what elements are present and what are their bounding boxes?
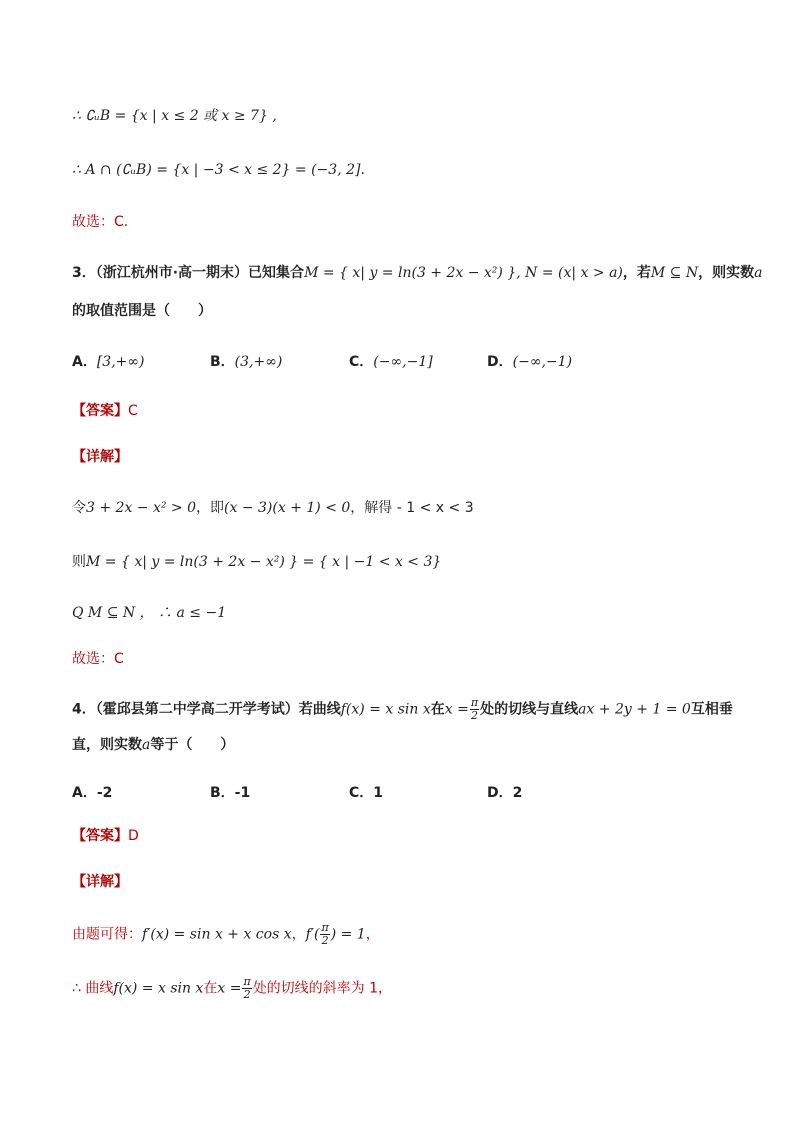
q3-option-c-value: (−∞,−1] bbox=[373, 354, 433, 370]
question-4-stem: 4．（霍邱县第二中学高二开学考试）若曲线f(x) = x sin x在x = $\frac{\pi}{2}$ 处的切线与直线ax + 2y + 1 = 0互相垂 bbox=[72, 696, 733, 722]
q3-option-d: D．(−∞,−1) bbox=[487, 354, 573, 370]
complement-set-line: ∴ ∁ᵤB = {x | x ≤ 2 或 x ≥ 7} , bbox=[72, 108, 277, 124]
q3-solution-step-2: 则M = { x| y = ln(3 + 2x − x²) } = { x | −1 < x < 3} bbox=[72, 554, 442, 570]
q3-stem-part: ，则实数 bbox=[698, 265, 755, 281]
question-4-stem-cont: 直，则实数a等于（ ） bbox=[72, 737, 235, 753]
q4-detail-label: 【详解】 bbox=[72, 874, 128, 890]
q3-variable: a bbox=[754, 265, 763, 281]
q4-solution-step-2: ∴ 曲线f(x) = x sin x在x = $\frac{\pi}{2}$ 处的切线的斜率为 1， bbox=[72, 975, 393, 1001]
q4-option-b-value: -1 bbox=[234, 785, 251, 801]
q4-option-d-value: 2 bbox=[512, 785, 523, 801]
q4-option-a: A．-2 bbox=[72, 785, 113, 801]
q4-fraction-pi-over-2: $\frac{\pi}{2}$ bbox=[470, 696, 479, 722]
q3-stem-part: ，若 bbox=[622, 265, 651, 281]
q3-option-b: B．(3,+∞) bbox=[210, 354, 283, 370]
q3-option-a: A．[3,+∞) bbox=[72, 354, 145, 370]
q3-answer-value: C bbox=[128, 403, 138, 419]
q4-solution-step-1: 由题可得：f′(x) = sin x + x cos x，f′( $\frac{\pi}{2}$ ) = 1， bbox=[72, 921, 380, 947]
q3-answer-choice: 故选：C bbox=[72, 651, 124, 667]
q4-option-a-value: -2 bbox=[96, 785, 113, 801]
q3-stem-part: 3．（浙江杭州市·高一期末）已知集合 bbox=[72, 265, 305, 281]
q4-line-equation: ax + 2y + 1 = 0 bbox=[578, 701, 691, 718]
q4-fraction-pi-over-2: $\frac{\pi}{2}$ bbox=[321, 921, 329, 947]
q3-option-d-value: (−∞,−1) bbox=[512, 354, 573, 370]
question-3-stem-cont: 的取值范围是（ ） bbox=[72, 303, 212, 319]
intersection-line: ∴ A ∩ (∁ᵤB) = {x | −3 < x ≤ 2} = (−3, 2]. bbox=[72, 162, 365, 178]
q4-answer bbox=[72, 826, 139, 846]
q4-answer-label: 【答案】 bbox=[72, 828, 128, 844]
q3-set-n: , N = (x| x > a) bbox=[516, 265, 623, 281]
q3-detail-label: 【详解】 bbox=[72, 449, 128, 465]
q3-relation: M ⊆ N bbox=[650, 265, 699, 281]
q3-answer bbox=[72, 401, 138, 421]
q4-option-c-value: 1 bbox=[373, 785, 384, 801]
q3-answer-label: 【答案】 bbox=[72, 403, 128, 419]
q4-answer-value: D bbox=[128, 828, 139, 844]
q3-option-c: C．(−∞,−1] bbox=[349, 354, 433, 370]
q3-set-m: M = { x| y = ln(3 + 2x − x²) } bbox=[304, 265, 517, 281]
q4-option-d: D．2 bbox=[487, 785, 523, 801]
q4-fraction-pi-over-2: $\frac{\pi}{2}$ bbox=[243, 975, 251, 1001]
q4-function: f(x) = x sin x bbox=[340, 701, 431, 718]
question-3-stem bbox=[72, 263, 762, 283]
q4-option-b: B．-1 bbox=[210, 785, 251, 801]
q3-option-b-value: (3,+∞) bbox=[234, 354, 283, 370]
q4-option-c: C．1 bbox=[349, 785, 384, 801]
q3-solution-step-3: Q M ⊆ N ， ∴ a ≤ −1 bbox=[72, 605, 227, 621]
prev-answer-choice: 故选：C. bbox=[72, 214, 129, 230]
q3-solution-step-1: 令3 + 2x − x² > 0，即(x − 3)(x + 1) < 0，解得 - 1 < x < 3 bbox=[72, 500, 474, 516]
q3-option-a-value: [3,+∞) bbox=[96, 354, 145, 370]
